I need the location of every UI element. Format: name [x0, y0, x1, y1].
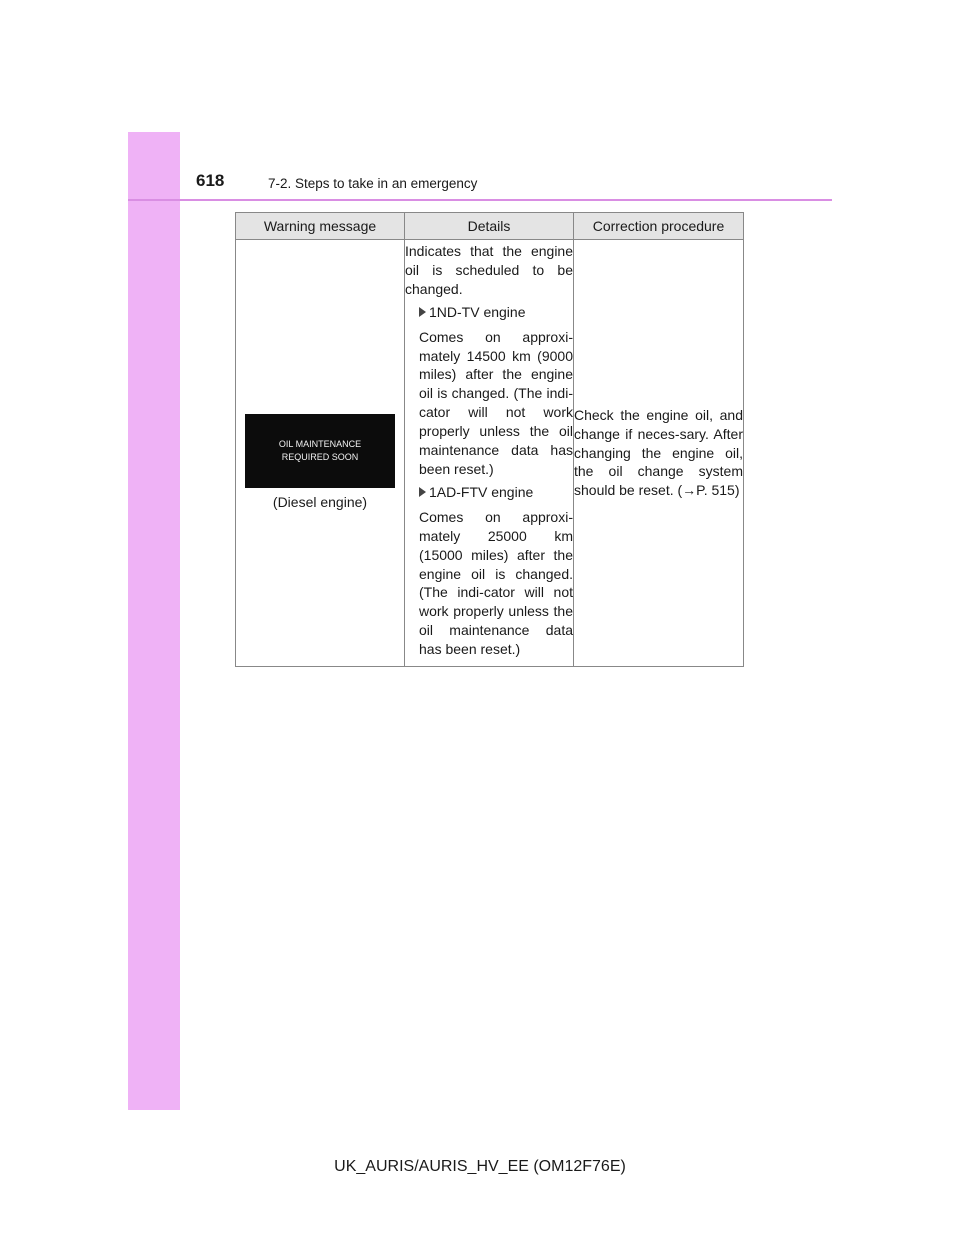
- warning-table: [235, 212, 744, 667]
- warning-message-cell: [236, 240, 405, 667]
- oil-maintenance-display: [245, 414, 395, 488]
- display-caption: (Diesel engine): [272, 494, 368, 511]
- header-rule: [128, 199, 832, 201]
- engine-2-label: 1AD-FTV engine: [429, 483, 534, 500]
- page-number: 618: [196, 171, 225, 190]
- engine-2-text: Comes on approxi-mately 25000 km (15000 miles) after the engine oil is changed. (The indi-cator will not work properly unless the oil maintenance data has been reset.): [419, 508, 573, 658]
- correction-procedure-cell: Check the engine oil, and change if neces-sary. After changing the engine oil, the oil change system should be reset. (→P. 515): [574, 240, 744, 667]
- display-line-2: REQUIRED SOON: [281, 452, 359, 463]
- triangle-bullet-icon: [419, 487, 426, 497]
- details-intro: Indicates that the engine oil is scheduled to be changed.: [405, 243, 573, 297]
- column-header-warning-message: Warning message: [236, 213, 405, 240]
- triangle-bullet-icon: [419, 307, 426, 317]
- engine-1-text: Comes on approxi-mately 14500 km (9000 miles) after the engine oil is changed. (The indi-cator will not work properly unless the oil maintenance data has been reset.): [419, 328, 573, 477]
- column-header-correction-procedure: Correction procedure: [574, 213, 744, 240]
- details-cell: [405, 240, 574, 667]
- table-row: [236, 240, 744, 667]
- section-title: 7-2. Steps to take in an emergency: [268, 176, 478, 191]
- table-header-row: [236, 213, 744, 240]
- chapter-side-tab: [128, 132, 180, 1110]
- document-code-footer: UK_AURIS/AURIS_HV_EE (OM12F76E): [334, 1158, 626, 1175]
- engine-1-label: 1ND-TV engine: [429, 303, 526, 320]
- column-header-details: Details: [405, 213, 574, 240]
- display-line-1: OIL MAINTENANCE: [278, 439, 362, 450]
- engine-1-heading: [405, 303, 573, 322]
- engine-2-heading: [405, 483, 573, 502]
